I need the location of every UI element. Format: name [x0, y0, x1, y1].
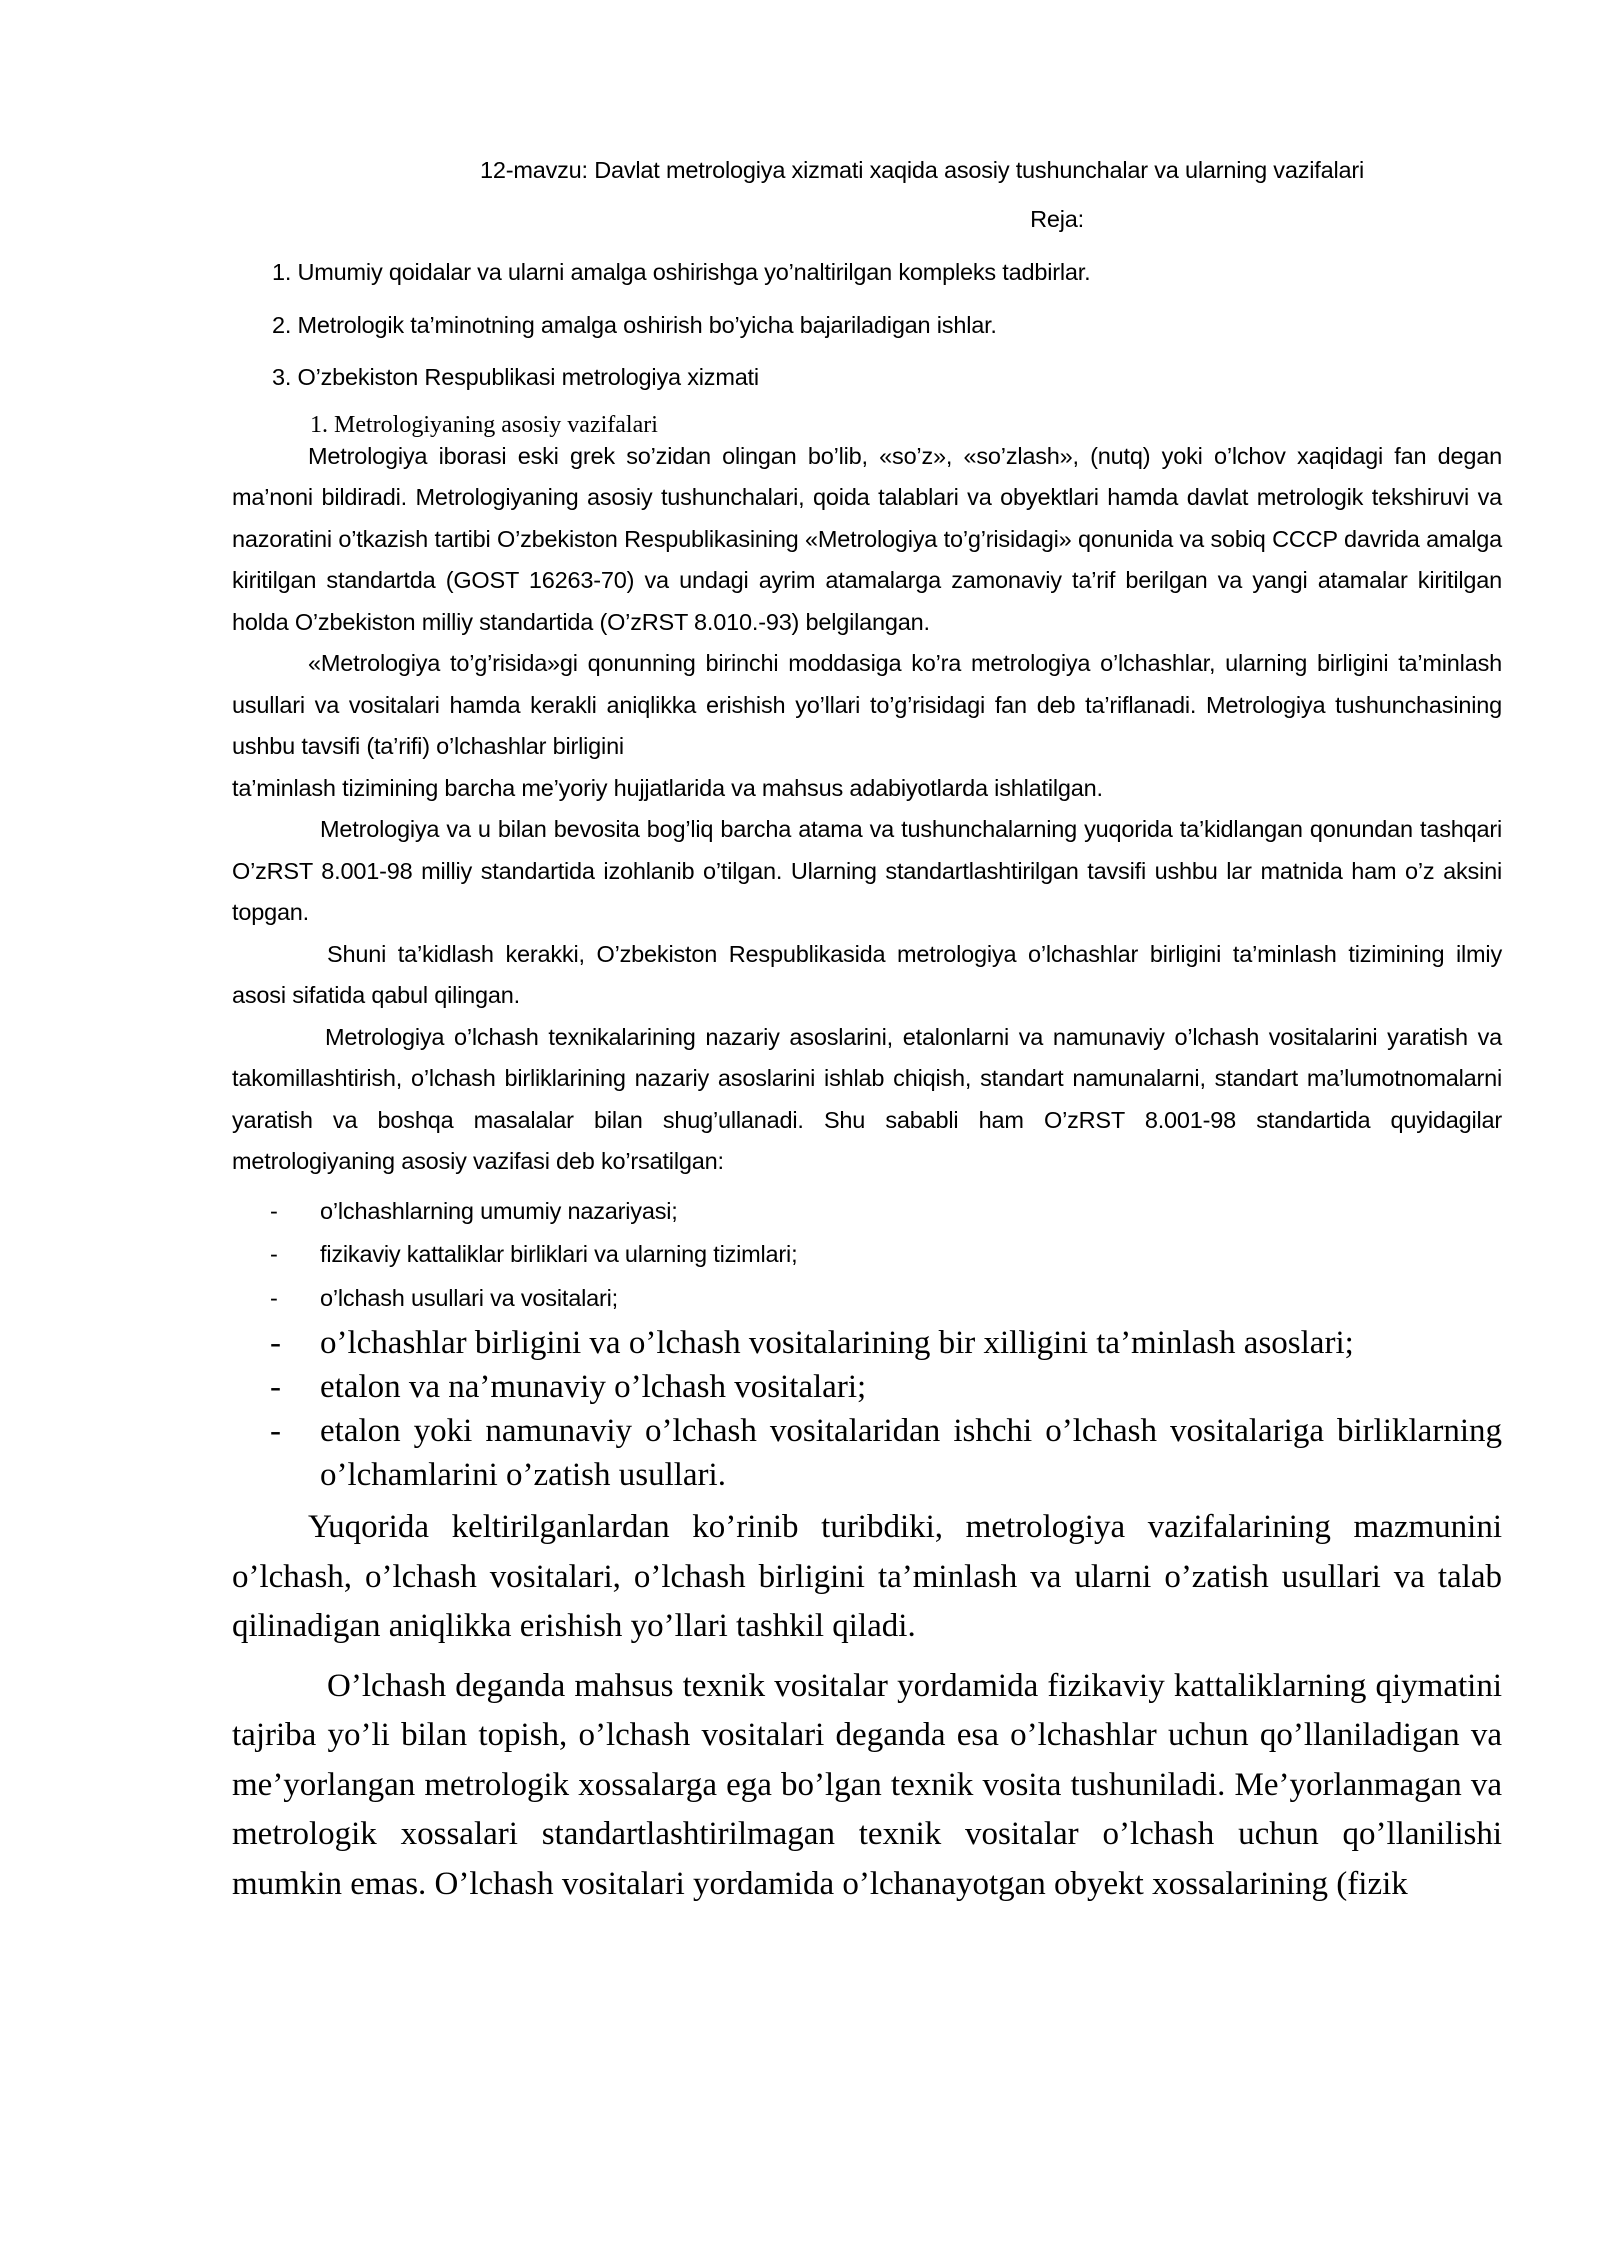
paragraph: Shuni ta’kidlash kerakki, O’zbekiston Respublikasida metrologiya o’lchashlar birligini ta’minlash tizimining ilmiy asosi sifatida qabul qilingan.	[232, 940, 1502, 1008]
dash-bullet: -	[270, 1197, 278, 1224]
page-title: 12-mavzu: Davlat metrologiya xizmati xaqida asosiy tushunchalar va ularning vazifalari	[479, 157, 1365, 183]
list-item: - fizikaviy kattaliklar birliklari va ularning tizimlari;	[232, 1234, 1502, 1276]
list-item: - etalon yoki namunaviy o’lchash vositalaridan ishchi o’lchash vositalariga birliklarning o’lchamlarini o’zatish usullari.	[232, 1409, 1502, 1497]
paragraph: ta’minlash tizimining barcha me’yoriy hujjatlarida va mahsus adabiyotlarda ishlatilgan.	[232, 774, 1103, 801]
list-item: - o’lchashlar birligini va o’lchash vositalarining bir xilligini ta’minlash asoslari;	[232, 1321, 1502, 1365]
dash-bullet: -	[270, 1413, 281, 1449]
dash-bullet: -	[270, 1284, 278, 1311]
list-item: - o’lchash usullari va vositalari;	[232, 1278, 1502, 1320]
section-heading: 1. Metrologiyaning asosiy vazifalari	[310, 411, 658, 438]
paragraph: O’lchash deganda mahsus texnik vositalar yordamida fizikaviy kattaliklarning qiymatini tajriba yo’li bilan topish, o’lchash vositalari deganda esa o’lchashlar uchun qo’llaniladigan va me’yorlangan metrologik xossalarga ega bo’lgan texnik vosita tushuniladi. Me’yorlanmagan va metrologik xossalari standartlashtirilmagan texnik vositalar o’lchash uchun qo’llanilishi mumkin emas. O’lchash vositalari yordamida o’lchanayotgan obyekt xossalarining (fizik	[232, 1667, 1502, 1902]
plan-item: 1. Umumiy qoidalar va ularni amalga oshirishga yo’naltirilgan kompleks tadbirlar.	[272, 259, 1091, 285]
list-item: - etalon va na’munaviy o’lchash vositalari;	[232, 1365, 1502, 1409]
paragraph: Metrologiya o’lchash texnikalarining nazariy asoslarini, etalonlarni va namunaviy o’lchash vositalarini yaratish va takomillashtirish, o’lchash birliklarining nazariy asoslarini ishlab chiqish, standart namunalarni, standart ma’lumotnomalarni yaratish va boshqa masalalar bilan shug’ullanadi. Shu sababli ham O’zRST 8.001-98 standartida quyidagilar metrologiyaning asosiy vazifasi deb ko’rsatilgan:	[232, 1023, 1502, 1174]
plan-item: 2. Metrologik ta’minotning amalga oshirish bo’yicha bajariladigan ishlar.	[272, 311, 997, 338]
paragraph: Yuqorida keltirilganlardan ko’rinib turibdiki, metrologiya vazifalarining mazmunini o’lchash, o’lchash vositalari, o’lchash birligini ta’minlash va ularni o’zatish usullari va talab qilinadigan aniqlikka erishish yo’llari tashkil qiladi.	[232, 1509, 1502, 1644]
tasks-list	[232, 1191, 1502, 1320]
dash-bullet: -	[270, 1241, 278, 1267]
plan-label: Reja:	[1030, 205, 1084, 232]
dash-bullet: -	[270, 1325, 281, 1361]
dash-bullet: -	[270, 1369, 281, 1405]
tasks-list-continued	[232, 1321, 1502, 1497]
paragraph: «Metrologiya to’g’risida»gi qonunning birinchi moddasiga ko’ra metrologiya o’lchashlar, ularning birligini ta’minlash usullari va vositalari hamda kerakli aniqlikka erishish yo’llari to’g’risidagi fan deb ta’riflanadi. Metrologiya tushunchasining ushbu tavsifi (ta’rifi) o’lchashlar birligini	[232, 650, 1502, 759]
plan-item: 3. O’zbekiston Respublikasi metrologiya xizmati	[272, 364, 759, 390]
plan-list	[232, 252, 1502, 399]
list-item: - o’lchashlarning umumiy nazariyasi;	[232, 1191, 1502, 1233]
paragraph: Metrologiya va u bilan bevosita bog’liq barcha atama va tushunchalarning yuqorida ta’kidlangan qonundan tashqari O’zRST 8.001-98 milliy standartida izohlanib o’tilgan. Ularning standartlashtirilgan tavsifi ushbu lar matnida ham o’z aksini topgan.	[232, 816, 1502, 925]
document-page	[232, 150, 1502, 1909]
paragraph: Metrologiya iborasi eski grek so’zidan olingan bo’lib, «so’z», «so’zlash», (nutq) yoki o’lchov xaqidagi fan degan ma’noni bildiradi. Metrologiyaning asosiy tushunchalari, qoida talablari va obyektlari hamda davlat metrologik tekshiruvi va nazoratini o’tkazish tartibi O’zbekiston Respublikasining «Metrologiya to’g’risidagi» qonunida va sobiq CCCP davrida amalga kiritilgan standartda (GOST 16263-70) va undagi ayrim atamalarga zamonaviy ta’rif berilgan va yangi atamalar kiritilgan holda O’zbekiston milliy standartida (O’zRST 8.010.-93) belgilangan.	[232, 442, 1502, 635]
